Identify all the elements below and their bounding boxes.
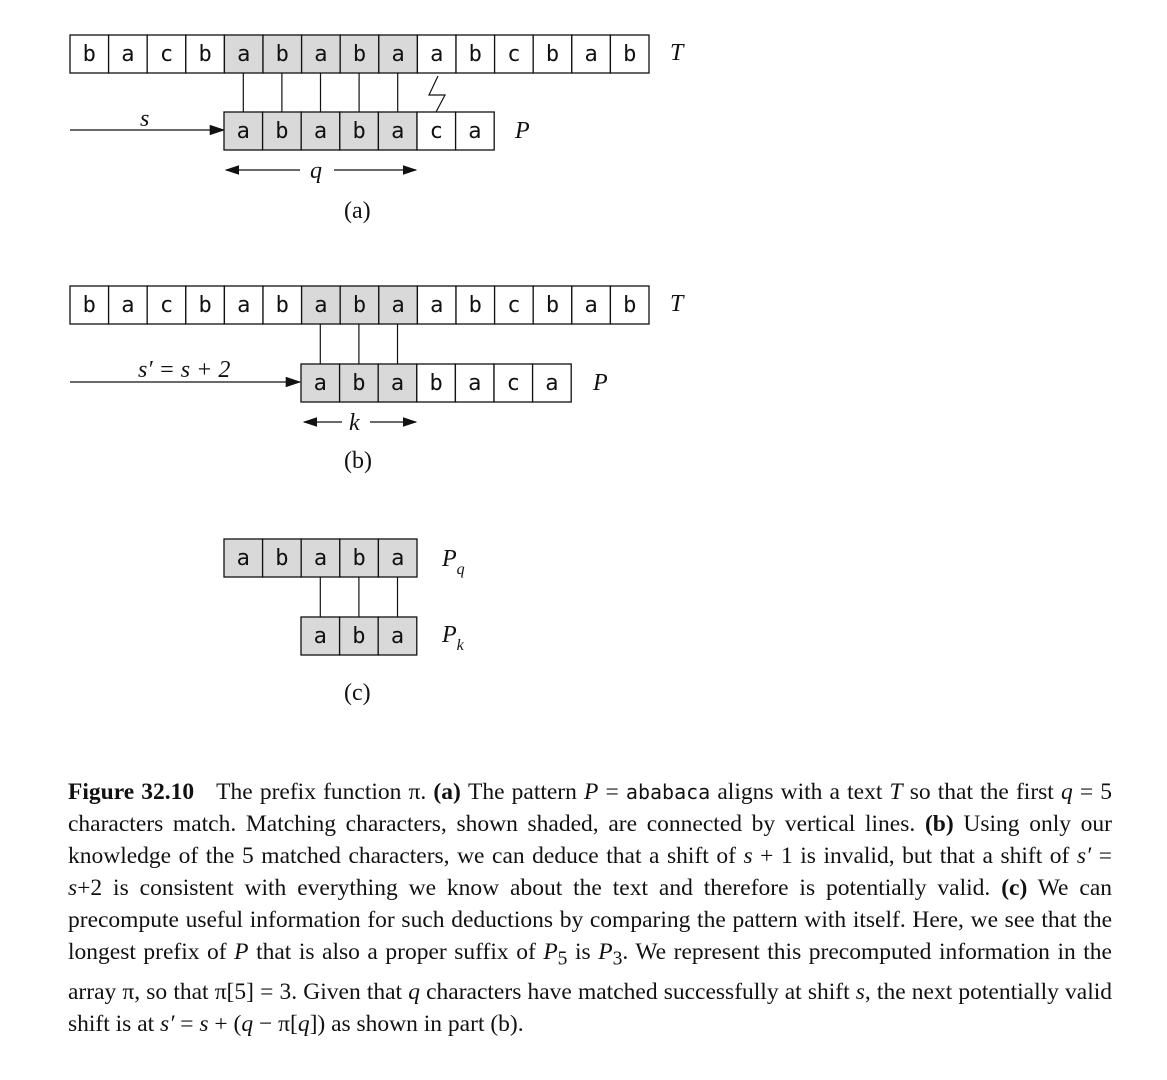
cell-char: a: [468, 119, 482, 144]
cell-char: a: [391, 293, 405, 318]
caption-heading: Figure 32.10: [68, 779, 195, 805]
cell-char: a: [391, 42, 405, 67]
cell-char: b: [198, 42, 212, 67]
cell-char: a: [313, 624, 327, 649]
pattern-label: P: [515, 118, 530, 144]
cell-char: a: [237, 293, 251, 318]
mismatch-mark: [429, 76, 445, 112]
cell-char: a: [236, 119, 250, 144]
cell-char: a: [237, 42, 251, 67]
part-a: [70, 35, 685, 224]
cell-char: c: [507, 42, 521, 67]
pattern-label: P: [593, 370, 608, 396]
cell-char: b: [275, 293, 289, 318]
pk-row: [301, 617, 417, 655]
text-row: [70, 286, 649, 324]
cell-char: c: [429, 119, 443, 144]
part-c: [224, 539, 465, 706]
cell-char: c: [506, 371, 520, 396]
cell-char: c: [159, 293, 174, 318]
match-lines: [243, 73, 397, 112]
text-row: [70, 35, 649, 73]
text-label: T: [670, 40, 684, 66]
cell-char: a: [584, 42, 598, 67]
cell-char: a: [430, 293, 444, 318]
pq-label: $P_q$: [442, 546, 465, 578]
cell-char: a: [121, 42, 135, 67]
cell-char: a: [314, 293, 328, 318]
cell-char: c: [159, 42, 174, 67]
part-caption: (a): [344, 198, 371, 224]
cell-char: b: [429, 371, 443, 396]
cell-char: b: [352, 42, 367, 67]
cell-char: a: [313, 119, 328, 144]
cell-char: b: [275, 546, 289, 571]
cell-char: a: [391, 119, 405, 144]
cell-char: a: [468, 371, 482, 396]
pattern-row: [224, 112, 494, 150]
cell-char: b: [82, 293, 96, 318]
cell-char: b: [623, 42, 637, 67]
cell-char: b: [545, 42, 560, 67]
figure-caption: Figure 32.10 The prefix function π. (a) The pattern P = ababaca aligns with a text T so that the first q = 5 characters match. Matching characters, shown shaded, are connected by vertical lines. (b) Using only our knowledge of the 5 matched characters, we can deduce that a shift of s + 1 is invalid, but that a shift of s′ = s+2 is consistent with everything we know about the text and therefore is potentially valid. (c) We can precompute useful information for such deductions by comparing the pattern with itself. Here, we see that the longest prefix of P that is also a proper suffix of $P_5$ is $P_3$. We represent this precomputed information in the array π, so that π[5] = 3. Given that q characters have matched successfully at shift s, the next potentially valid shift is at s′ = s + (q − π[q]) as shown in part (b).: [68, 779, 1113, 1037]
cell-char: a: [313, 546, 328, 571]
pq-row: [224, 539, 417, 577]
cell-char: a: [236, 546, 250, 571]
match-lines: [320, 324, 397, 364]
cell-char: a: [390, 371, 405, 396]
cell-char: b: [275, 42, 289, 67]
cell-char: b: [352, 624, 366, 649]
cell-char: b: [275, 119, 289, 144]
cell-char: a: [430, 42, 444, 67]
cell-char: a: [545, 371, 559, 396]
span-label: q: [310, 158, 322, 184]
cell-char: a: [390, 624, 405, 649]
match-lines: [320, 577, 397, 617]
cell-char: b: [82, 42, 96, 67]
cell-char: a: [314, 42, 328, 67]
part-caption: (c): [344, 680, 371, 706]
cell-char: b: [352, 119, 366, 144]
cell-char: a: [313, 371, 327, 396]
cell-char: a: [121, 293, 135, 318]
cell-char: b: [468, 293, 482, 318]
pk-label: $P_k$: [442, 622, 464, 654]
cell-char: b: [623, 293, 637, 318]
cell-char: a: [584, 293, 598, 318]
text-label: T: [670, 291, 684, 317]
span-label: k: [349, 410, 360, 436]
cell-char: b: [352, 371, 366, 396]
cell-char: b: [468, 42, 482, 67]
shift-label: s′ = s + 2: [138, 357, 231, 383]
shift-label: s: [140, 106, 150, 132]
cell-char: b: [352, 293, 367, 318]
cell-char: c: [507, 293, 521, 318]
part-b: [70, 286, 685, 474]
cell-char: b: [198, 293, 212, 318]
part-caption: (b): [344, 448, 372, 474]
cell-char: b: [545, 293, 560, 318]
pattern-row: [301, 364, 571, 402]
cell-char: a: [391, 546, 405, 571]
cell-char: b: [352, 546, 366, 571]
